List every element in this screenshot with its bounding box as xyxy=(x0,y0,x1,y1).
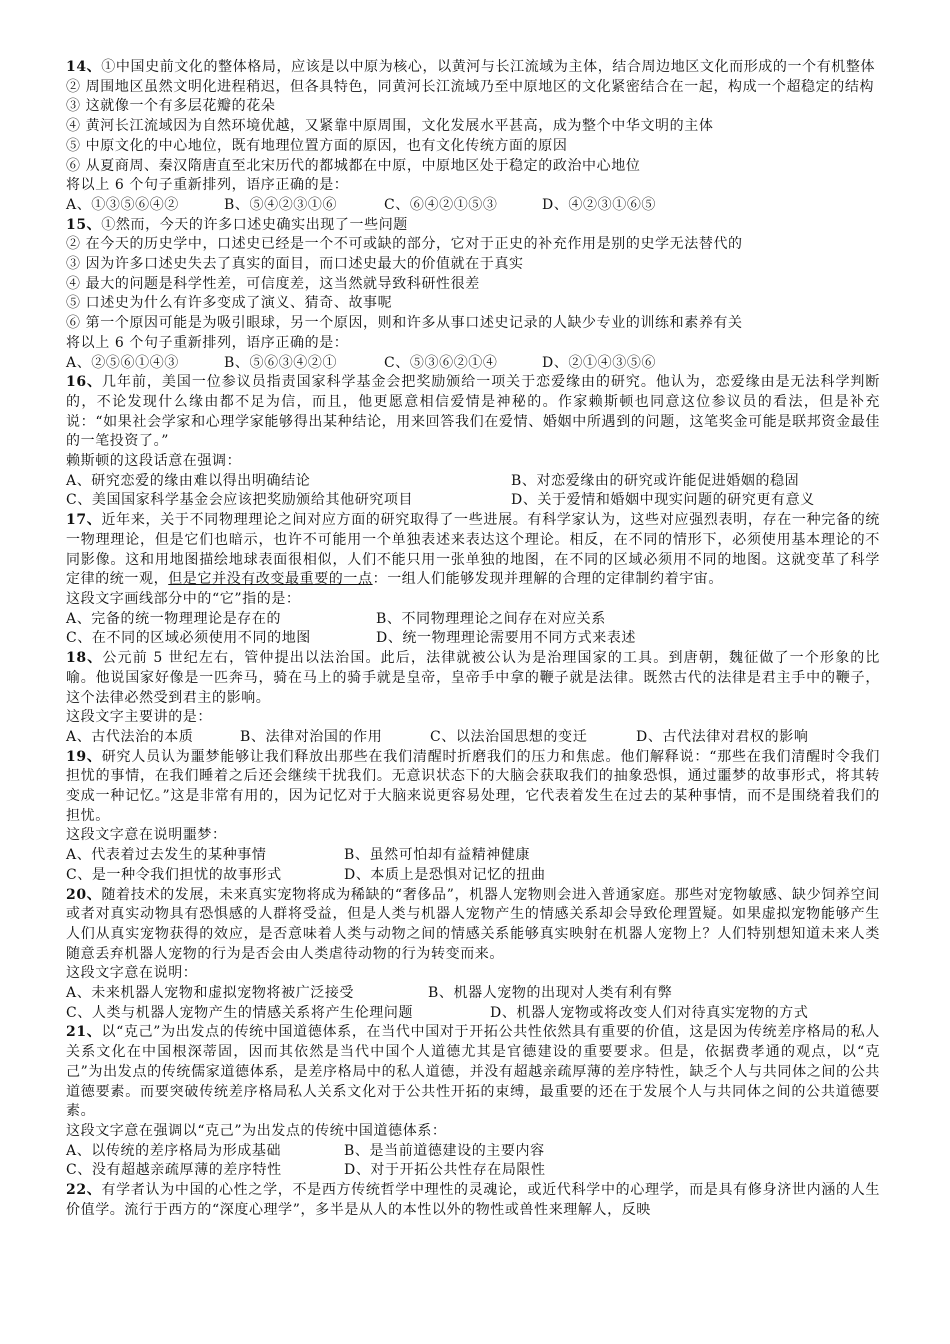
option-d: D、关于爱情和婚姻中现实问题的研究更有意义 xyxy=(511,492,815,509)
option-c: C、没有超越亲疏厚薄的差序特性 xyxy=(66,1162,282,1179)
option-d: D、本质上是恐惧对记忆的扭曲 xyxy=(344,866,546,883)
options-row xyxy=(66,472,880,492)
option-b: B、⑤④②③①⑥ xyxy=(224,196,338,213)
option-a: A、研究恋爱的缘由难以得出明确结论 xyxy=(66,472,311,489)
question-stem: 18、公元前 5 世纪左右，管仲提出以法治国。此后，法律就被公认为是治理国家的工具。到唐朝，魏征做了一个形象的比喻。他说国家好像是一匹奔马，骑在马上的骑手就是皇帝，皇帝手中拿的鞭子就是法律。既然古代的法律是君主手中的鞭子，这个法律必然受到君主的影响。 xyxy=(66,650,880,706)
option-d: D、机器人宠物或将改变人们对待真实宠物的方式 xyxy=(490,1004,809,1021)
sentence: ② 周围地区虽然文明化进程稍迟，但各具特色，同黄河长江流域乃至中原地区的文化紧密结合在一起，构成一个超稳定的结构 xyxy=(66,78,875,95)
option-d: D、对于开拓公共性存在局限性 xyxy=(344,1162,546,1179)
option-b: B、⑤⑥③④②① xyxy=(224,354,338,371)
options-row xyxy=(66,196,880,216)
question-stem: 19、研究人员认为噩梦能够让我们释放出那些在我们清醒时折磨我们的压力和焦虑。他们解释说：“那些在我们清醒时令我们担忧的事情，在我们睡着之后还会继续干扰我们。无意识状态下的大脑会获取我们的抽象恐惧，通过噩梦的故事形式，将其转变成一种记忆。”这是非常有用的，因为记忆对于大脑来说更容易处理，它代表着发生在过去的某种事情，而不是围绕着我们的担忧。 xyxy=(66,748,880,824)
question-19 xyxy=(66,748,880,886)
question-number: 22、 xyxy=(66,1182,102,1199)
question-stem: 21、以“克己”为出发点的传统中国道德体系，在当代中国对于开拓公共性依然具有重要的价值，这是因为传统差序格局的私人关系文化在中国根深蒂固，因而其依然是当代中国个人道德尤其是官德建设的重要要求。但是，依据费孝通的观点，以“克己”为出发点的传统儒家道德体系，是差序格局中的私人道德，并没有超越亲疏厚薄的差序特性，缺乏个人与共同体之间的公共道德要素。而要突破传统差序格局私人关系文化对于公共性开拓的束缚，最重要的还在于发展个人与共同体之间的公共道德要素。 xyxy=(66,1024,880,1120)
option-d: D、统一物理理论需要用不同方式来表述 xyxy=(376,630,637,647)
options-row xyxy=(66,1161,880,1181)
question-prompt: 将以上 6 个句子重新排列，语序正确的是： xyxy=(66,177,349,194)
option-a: A、古代法治的本质 xyxy=(66,728,194,745)
option-a: A、完备的统一物理理论是存在的 xyxy=(66,610,282,627)
question-stem: 17、近年来，关于不同物理理论之间对应方面的研究取得了一些进展。有科学家认为，这些对应强烈表明，存在一种完备的统一物理理论，但是它们也暗示，也许不可能用一个单独表述来表达这个理论。相反，在不同的情形下，必须使用基本理论的不同影像。这和用地图描绘地球表面很相似，人们不能只用一张单独的地图，在不同的区域必须用不同的地图。这就变革了科学定律的统一观，但是它并没有改变最重要的一点：一组人们能够发现并理解的合理的定律制约着宇宙。 xyxy=(66,512,880,588)
options-row xyxy=(66,629,880,649)
question-prompt: 这段文字画线部分中的“它”指的是： xyxy=(66,590,301,607)
option-b: B、不同物理理论之间存在对应关系 xyxy=(376,610,606,627)
question-stem: 15、①然而，今天的许多口述史确实出现了一些问题 xyxy=(66,216,408,233)
sentence: ③ 这就像一个有多层花瓣的花朵 xyxy=(66,98,276,115)
sentence: ⑤ 中原文化的中心地位，既有地理位置方面的原因，也有文化传统方面的原因 xyxy=(66,137,568,154)
question-stem: 22、有学者认为中国的心性之学，不是西方传统哲学中理性的灵魂论，或近代科学中的心理学，而是具有修身济世内涵的人生价值学。流行于西方的“深度心理学”，多半是从人的本性以外的物性或兽性来理解人，反映 xyxy=(66,1182,880,1218)
question-17 xyxy=(66,511,880,649)
options-row xyxy=(66,610,880,630)
question-number: 16、 xyxy=(66,374,103,391)
option-a: A、①③⑤⑥④② xyxy=(66,196,179,213)
option-c: C、是一种令我们担忧的故事形式 xyxy=(66,866,282,883)
option-a: A、未来机器人宠物和虚拟宠物将被广泛接受 xyxy=(66,985,355,1002)
question-number: 21、 xyxy=(66,1024,102,1041)
question-21 xyxy=(66,1023,880,1181)
options-row xyxy=(66,491,880,511)
option-d: D、古代法律对君权的影响 xyxy=(636,728,809,745)
option-c: C、在不同的区域必须使用不同的地图 xyxy=(66,630,311,647)
option-a: A、②⑤⑥①④③ xyxy=(66,354,179,371)
sentence: ③ 因为许多口述史失去了真实的面目，而口述史最大的价值就在于真实 xyxy=(66,256,524,273)
question-prompt: 这段文字主要讲的是： xyxy=(66,709,212,726)
question-stem: 16、几年前，美国一位参议员指责国家科学基金会把奖励颁给一项关于恋爱缘由的研究。他认为，恋爱缘由是无法科学判断的，不论发现什么缘由都不足为信，而且，他更愿意相信爱情是神秘的。作家赖斯顿也同意这位参议员的看法，但是补充说：“如果社会学家和心理学家能够得出某种结论，用来回答我们在爱情、婚姻中所遇到的问题，这笔奖金可能是联邦资金最佳的一笔投资了。” xyxy=(66,374,880,450)
option-d: D、②①④③⑤⑥ xyxy=(542,354,657,371)
underlined-phrase: 但是它并没有改变最重要的一点 xyxy=(168,571,373,588)
options-row xyxy=(66,984,880,1004)
question-stem: 14、①中国史前文化的整体格局，应该是以中原为核心，以黄河与长江流域为主体，结合周边地区文化而形成的一个有机整体 xyxy=(66,59,876,75)
question-number: 14、 xyxy=(66,59,102,75)
question-prompt: 这段文字意在说明噩梦： xyxy=(66,827,227,844)
question-stem: 20、随着技术的发展，未来真实宠物将成为稀缺的“奢侈品”，机器人宠物则会进入普通家庭。那些对宠物敏感、缺少饲养空间或者对真实动物具有恐惧感的人群将受益，但是人类与机器人宠物产生的情感关系却会导致伦理置疑。如果虚拟宠物能够产生人们从真实宠物获得的效应，是否意味着人类与动物之间的情感关系能够真实映射在机器人宠物上？人们特别想知道未来人类随意丢弃机器人宠物的行为是否会由人类虐待动物的行为转变而来。 xyxy=(66,886,880,962)
option-b: B、虽然可怕却有益精神健康 xyxy=(344,847,531,864)
question-prompt: 这段文字意在强调以“克己”为出发点的传统中国道德体系： xyxy=(66,1122,447,1139)
option-b: B、是当前道德建设的主要内容 xyxy=(344,1142,545,1159)
question-14 xyxy=(66,58,880,216)
option-a: A、代表着过去发生的某种事情 xyxy=(66,847,267,864)
option-c: C、人类与机器人宠物产生的情感关系将产生伦理问题 xyxy=(66,1004,414,1021)
sentence: ② 在今天的历史学中，口述史已经是一个不可或缺的部分，它对于正史的补充作用是别的史学无法替代的 xyxy=(66,236,743,253)
question-18 xyxy=(66,649,880,748)
option-c: C、⑥④②①⑤③ xyxy=(384,196,498,213)
sentence: ⑥ 从夏商周、秦汉隋唐直至北宋历代的都城都在中原，中原地区处于稳定的政治中心地位 xyxy=(66,157,641,174)
options-row xyxy=(66,866,880,886)
sentence: ⑥ 第一个原因可能是为吸引眼球，另一个原因，则和许多从事口述史记录的人缺少专业的训练和素养有关 xyxy=(66,315,743,332)
question-16 xyxy=(66,373,880,511)
question-prompt: 这段文字意在说明： xyxy=(66,965,198,982)
option-c: C、⑤③⑥②①④ xyxy=(384,354,498,371)
question-22 xyxy=(66,1181,880,1220)
sentence: ④ 黄河长江流域因为自然环境优越，又紧靠中原周围，文化发展水平甚高，成为整个中华文明的主体 xyxy=(66,118,714,135)
option-c: C、以法治国思想的变迁 xyxy=(430,728,588,745)
options-row xyxy=(66,1004,880,1024)
sentence: ④ 最大的问题是科学性差，可信度差，这当然就导致科研性很差 xyxy=(66,275,480,292)
options-row xyxy=(66,1142,880,1162)
question-15 xyxy=(66,216,880,374)
option-b: B、法律对治国的作用 xyxy=(240,728,383,745)
question-number: 20、 xyxy=(66,886,102,903)
question-prompt: 赖斯顿的这段话意在强调： xyxy=(66,453,242,470)
option-c: C、美国国家科学基金会应该把奖励颁给其他研究项目 xyxy=(66,492,414,509)
question-number: 15、 xyxy=(66,216,102,233)
options-row xyxy=(66,354,880,374)
question-20 xyxy=(66,886,880,1024)
options-row xyxy=(66,728,880,748)
question-prompt: 将以上 6 个句子重新排列，语序正确的是： xyxy=(66,334,349,351)
question-number: 18、 xyxy=(66,650,103,667)
sentence: ⑤ 口述史为什么有许多变成了演义、猜奇、故事呢 xyxy=(66,295,393,312)
options-row xyxy=(66,846,880,866)
option-d: D、④②③①⑥⑤ xyxy=(542,196,657,213)
question-number: 19、 xyxy=(66,748,102,765)
question-number: 17、 xyxy=(66,512,102,529)
option-b: B、机器人宠物的出现对人类有利有弊 xyxy=(428,985,673,1002)
option-b: B、对恋爱缘由的研究或许能促进婚姻的稳固 xyxy=(511,472,800,489)
option-a: A、以传统的差序格局为形成基础 xyxy=(66,1142,282,1159)
